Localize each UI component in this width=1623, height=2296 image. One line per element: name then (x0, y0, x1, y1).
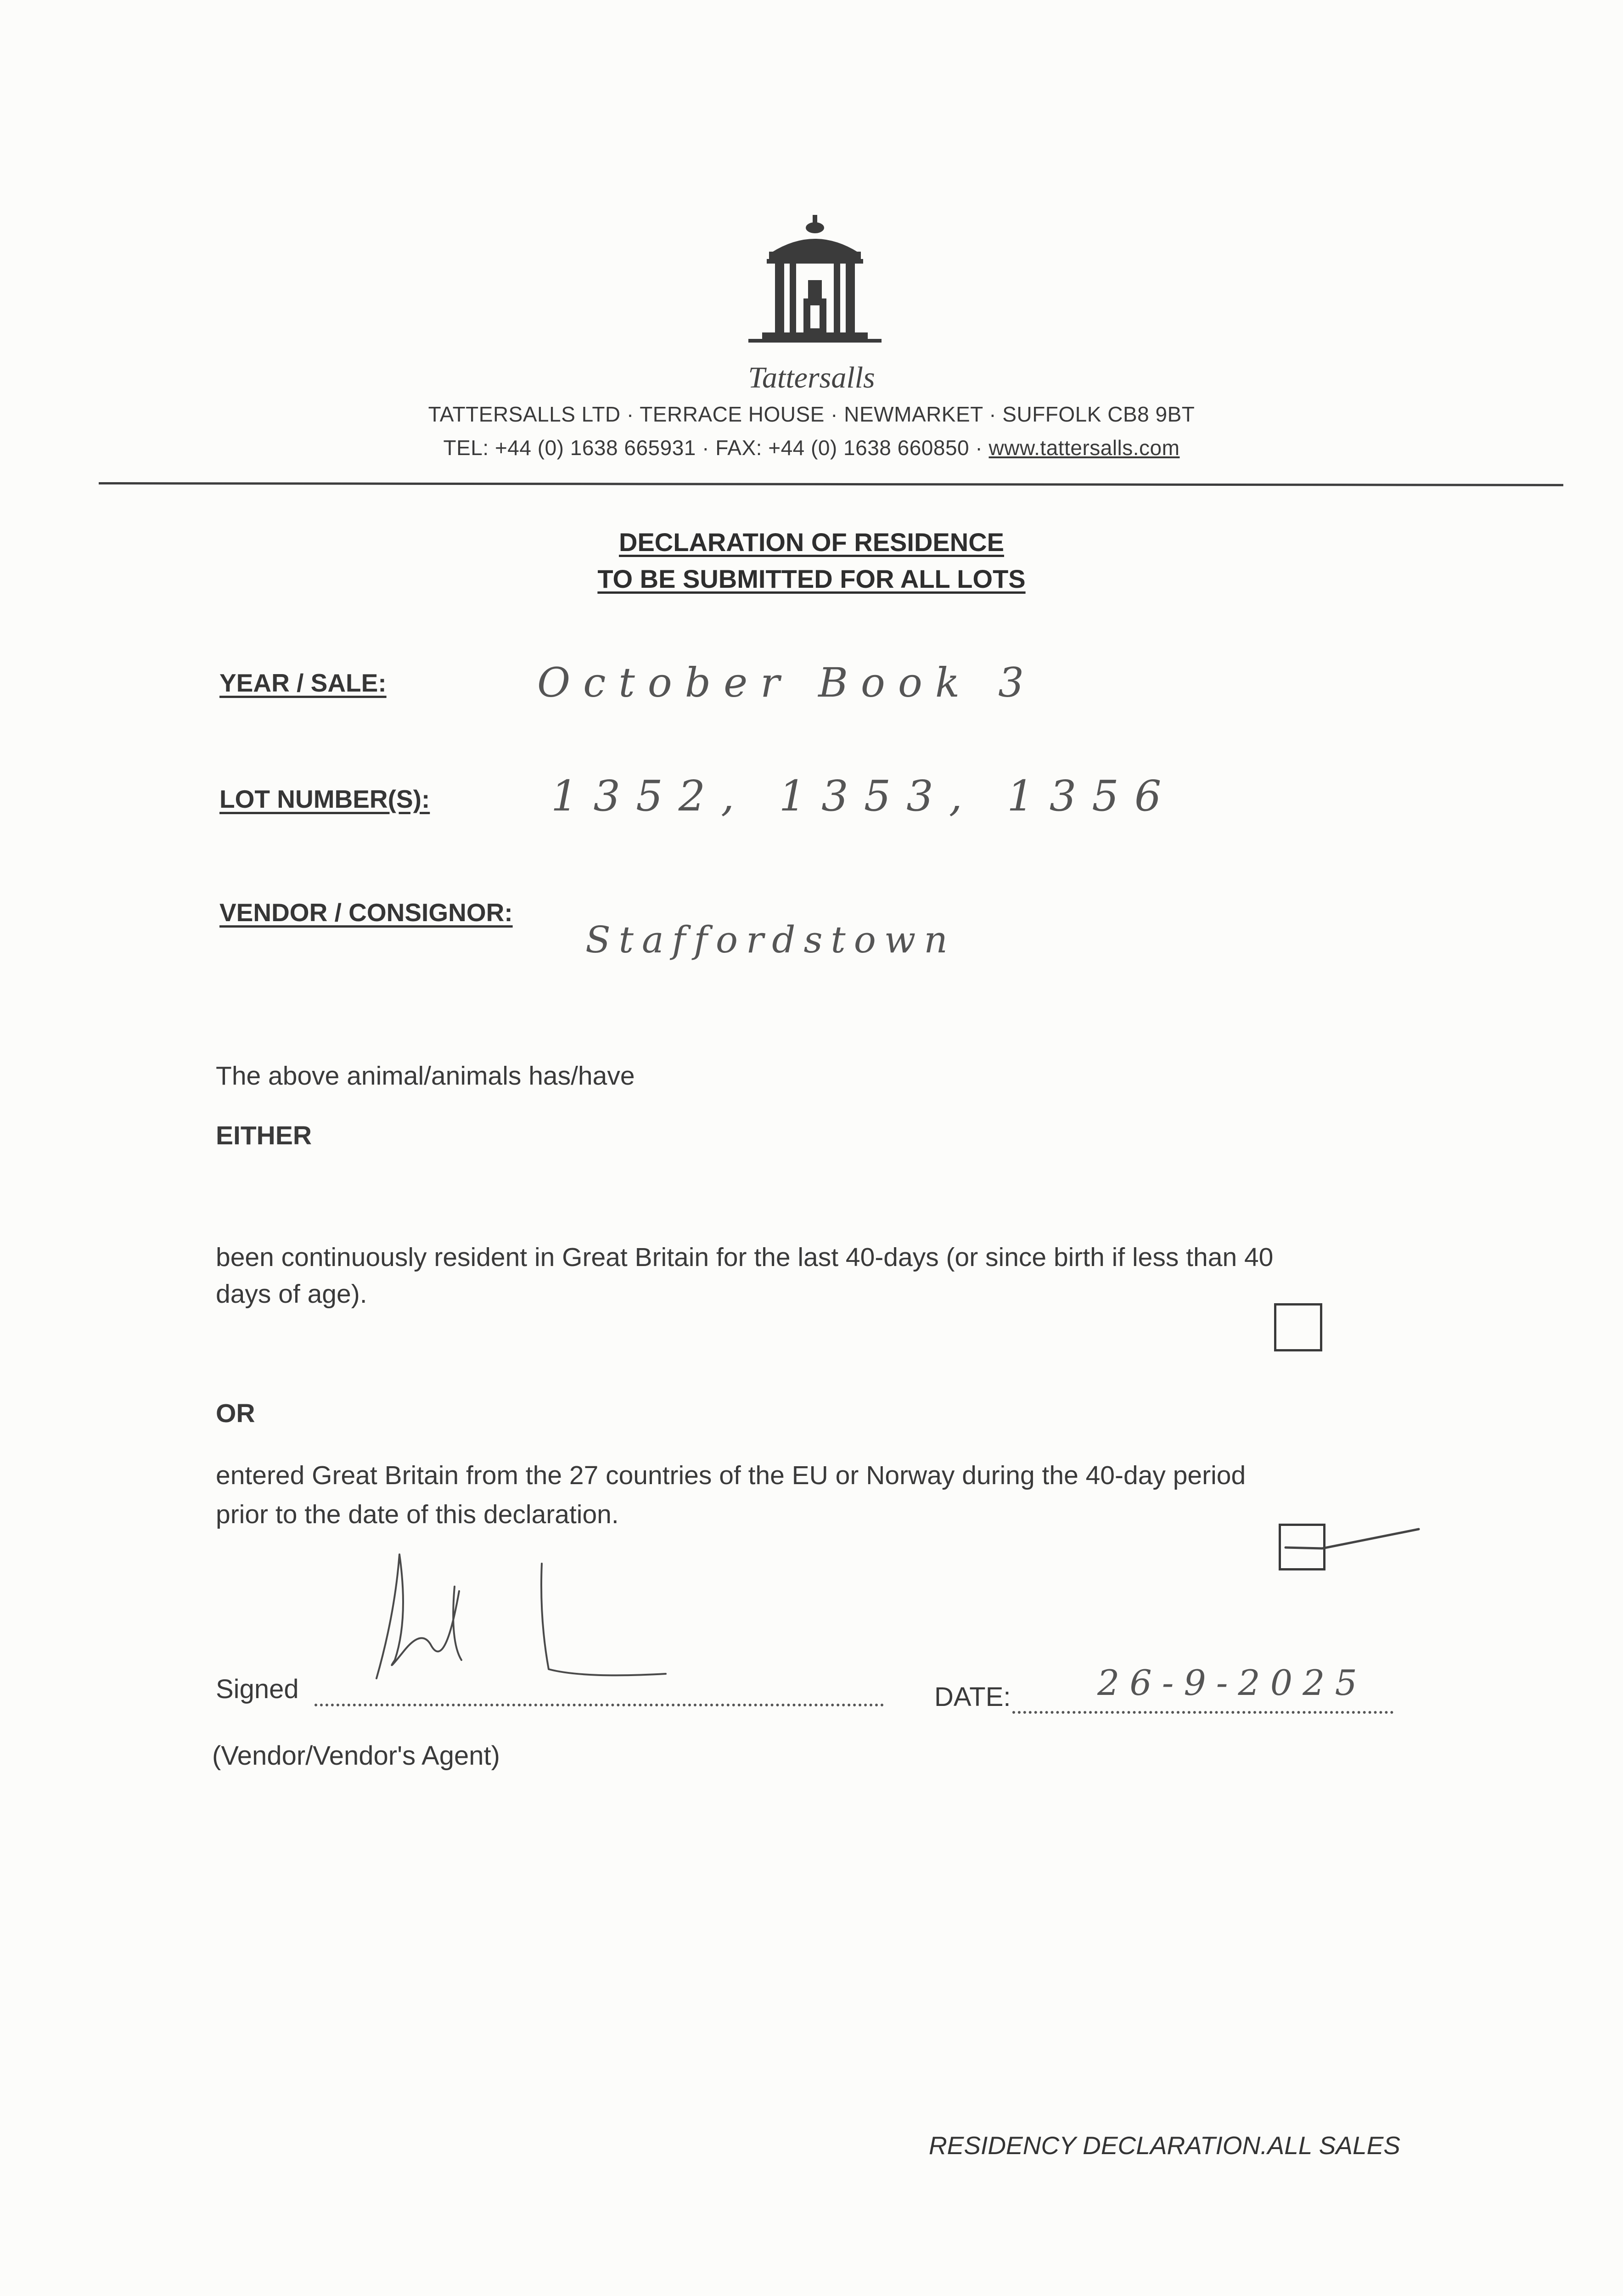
intro-text: The above animal/animals has/have (216, 1061, 635, 1091)
signed-label: Signed (216, 1674, 299, 1704)
vendor-value[interactable]: Staffordstown (585, 918, 956, 961)
lot-numbers-label: LOT NUMBER(S): (219, 785, 430, 813)
date-line (1012, 1711, 1393, 1714)
website-link[interactable]: www.tattersalls.com (988, 436, 1180, 460)
rotunda-statue-logo (744, 211, 886, 367)
signer-role-label: (Vendor/Vendor's Agent) (212, 1741, 500, 1771)
option2-text-line1: entered Great Britain from the 27 countries of the EU or Norway during the 40-day period (216, 1461, 1246, 1490)
option2-text-line2: prior to the date of this declaration. (216, 1500, 619, 1529)
option1-text-line2: days of age). (216, 1279, 367, 1309)
checkmark-icon (1281, 1520, 1428, 1566)
phone-fax: TEL: +44 (0) 1638 665931 · FAX: +44 (0) 1638 660850 · (443, 436, 989, 460)
address-line: TATTERSALLS LTD · TERRACE HOUSE · NEWMARKET · SUFFOLK CB8 9BT (428, 402, 1195, 426)
year-sale-label: YEAR / SALE: (219, 669, 387, 697)
signature-drawing (367, 1541, 689, 1692)
signature-line (314, 1704, 884, 1706)
form-subtitle: TO BE SUBMITTED FOR ALL LOTS (597, 564, 1026, 593)
year-sale-value[interactable]: October Book 3 (537, 659, 1037, 706)
option1-text-line1: been continuously resident in Great Britain for the last 40-days (or since birth if less than 40 (216, 1243, 1274, 1272)
footer-label: RESIDENCY DECLARATION.ALL SALES (928, 2131, 1400, 2160)
either-label: EITHER (216, 1121, 312, 1150)
vendor-label: VENDOR / CONSIGNOR: (219, 898, 513, 927)
lot-numbers-value[interactable]: 1352, 1353, 1356 (551, 771, 1177, 821)
form-title: DECLARATION OF RESIDENCE (619, 528, 1004, 557)
date-value[interactable]: 26-9-2025 (1097, 1662, 1367, 1703)
header-divider (99, 482, 1563, 486)
or-label: OR (216, 1399, 255, 1428)
date-label: DATE: (934, 1682, 1011, 1712)
option1-checkbox[interactable] (1274, 1303, 1322, 1351)
contact-line (0, 435, 1623, 460)
brand-name: Tattersalls (748, 361, 875, 394)
